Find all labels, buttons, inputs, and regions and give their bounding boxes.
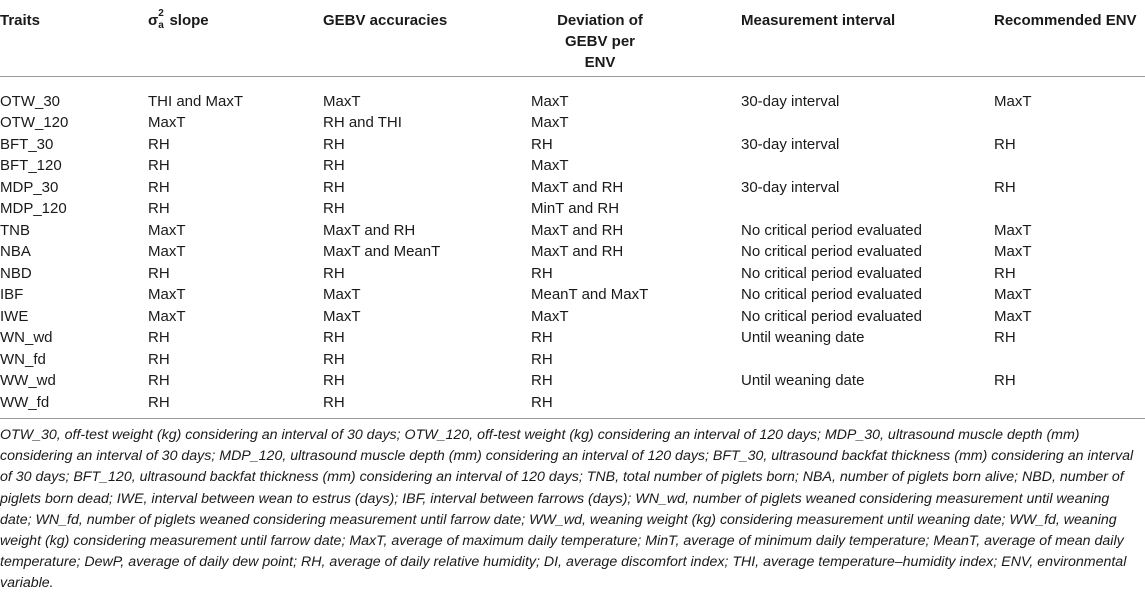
header-deviation <box>531 0 729 76</box>
table-row <box>0 177 1145 199</box>
cell-interval <box>729 155 994 177</box>
cell-trait: BFT_120 <box>0 157 62 174</box>
cell-interval: Until weaning date <box>741 372 865 389</box>
cell-deviation: MaxT <box>531 114 569 131</box>
cell-trait: OTW_30 <box>0 92 61 110</box>
cell-trait: WW_wd <box>0 372 56 389</box>
table-footnote: OTW_30, off-test weight (kg) considering an interval of 30 days; OTW_120, off-test weight (kg) considering an interval of 120 days; MDP_30, ultrasound muscle depth (mm) considering an interval of 30 days; MDP_120, ultrasound muscle depth (mm) considering an interval of 120 days; BFT_30, ultrasound backfat thickness (mm) considering an interval of 30 days; BFT_120, ultrasound backfat thickness (mm) considering an interval of 120 days; TNB, total number of piglets born; NBA, number of piglets born alive; NBD, number of piglets born dead; IWE, interval between wean to estrus (days); IBF, interval between farrows (days); WN_wd, number of piglets weaned considering measurement until weaning date; WN_fd, number of piglets weaned considering measurement until farrow date; WW_wd, weaning weight (kg) considering measurement until weaning date; WW_fd, weaning weight (kg) considering measurement until farrow date; MaxT, average of maximum daily temperature; MinT, average of minimum daily temperature; MeanT, average of mean daily temperature; DewP, average of daily dew point; RH, average of daily relative humidity; DI, average discomfort index; THI, average temperature–humidity index; ENV, environmental variable. <box>0 427 1134 592</box>
header-recommended-label: Recommended ENV <box>994 12 1137 29</box>
cell-recommended: RH <box>994 178 1016 196</box>
cell-interval <box>729 112 994 134</box>
cell-trait: BFT_30 <box>0 135 54 153</box>
cell-recommended: MaxT <box>994 307 1032 325</box>
cell-deviation: RH <box>531 135 553 153</box>
cell-trait: WN_wd <box>0 329 53 346</box>
cell-recommended: MaxT <box>994 286 1032 303</box>
cell-recommended: RH <box>994 135 1016 153</box>
cell-gebv: MaxT <box>323 286 361 303</box>
cell-deviation: MinT and RH <box>531 200 620 217</box>
cell-interval: 30-day interval <box>741 92 840 110</box>
header-traits <box>0 0 148 76</box>
table-row <box>0 284 1145 306</box>
cell-trait: MDP_120 <box>0 200 67 217</box>
cell-trait: MDP_30 <box>0 178 59 196</box>
cell-gebv: RH <box>323 393 345 411</box>
sigma-subscript: a <box>158 20 164 32</box>
cell-slope: THI and MaxT <box>148 92 244 110</box>
cell-interval <box>729 392 994 419</box>
table-header <box>0 0 1145 76</box>
cell-gebv: RH <box>323 157 345 174</box>
cell-slope: MaxT <box>148 286 186 303</box>
table-row <box>0 349 1145 371</box>
header-traits-label: Traits <box>0 12 41 29</box>
cell-slope: RH <box>148 135 170 153</box>
cell-recommended: RH <box>994 329 1016 346</box>
table-row <box>0 155 1145 177</box>
cell-trait: WW_fd <box>0 393 50 411</box>
cell-deviation: RH <box>531 350 553 368</box>
table-row <box>0 76 1145 112</box>
header-variance-slope <box>148 0 323 76</box>
table-row <box>0 241 1145 263</box>
cell-slope: RH <box>148 350 170 368</box>
table-bottom-rule <box>0 418 1145 419</box>
cell-interval: Until weaning date <box>741 329 865 346</box>
table-row <box>0 327 1145 349</box>
cell-trait: NBA <box>0 243 31 260</box>
cell-gebv: MaxT <box>323 307 361 325</box>
cell-recommended: RH <box>994 372 1016 389</box>
cell-interval: No critical period evaluated <box>741 243 922 260</box>
cell-gebv: RH <box>323 329 345 346</box>
cell-slope: RH <box>148 372 170 389</box>
cell-trait: TNB <box>0 221 30 239</box>
cell-interval: 30-day interval <box>741 135 840 153</box>
cell-deviation: MaxT <box>531 307 569 325</box>
table-row <box>0 134 1145 156</box>
cell-deviation: RH <box>531 393 553 411</box>
cell-slope: MaxT <box>148 307 186 325</box>
cell-deviation: MaxT <box>531 92 569 110</box>
cell-gebv: MaxT <box>323 92 361 110</box>
cell-interval: No critical period evaluated <box>741 264 922 282</box>
cell-slope: RH <box>148 264 170 282</box>
cell-deviation: RH <box>531 372 553 389</box>
table-row <box>0 263 1145 285</box>
table-row <box>0 220 1145 242</box>
header-measurement-interval <box>729 0 994 76</box>
cell-deviation: MaxT and RH <box>531 178 624 196</box>
table-body <box>0 76 1145 418</box>
cell-recommended <box>994 155 1145 177</box>
cell-recommended <box>994 112 1145 134</box>
cell-trait: OTW_120 <box>0 114 69 131</box>
header-row <box>0 0 1145 76</box>
cell-gebv: MaxT and MeanT <box>323 243 441 260</box>
cell-interval: No critical period evaluated <box>741 286 922 303</box>
header-gebv-label: GEBV accuracies <box>323 12 448 29</box>
cell-interval <box>729 198 994 220</box>
cell-slope: RH <box>148 157 170 174</box>
cell-slope: MaxT <box>148 221 186 239</box>
cell-deviation: MaxT and RH <box>531 221 624 239</box>
cell-recommended <box>994 349 1145 371</box>
cell-recommended: MaxT <box>994 221 1032 239</box>
cell-gebv: RH <box>323 135 345 153</box>
cell-slope: RH <box>148 200 170 217</box>
header-deviation-line1: Deviation of <box>557 12 643 29</box>
cell-trait: IWE <box>0 307 29 325</box>
cell-deviation: RH <box>531 264 553 282</box>
cell-deviation: MaxT and RH <box>531 243 624 260</box>
cell-slope: RH <box>148 393 170 411</box>
cell-interval: No critical period evaluated <box>741 221 922 239</box>
cell-recommended <box>994 198 1145 220</box>
header-deviation-line2: GEBV per <box>564 33 636 50</box>
cell-slope: MaxT <box>148 114 186 131</box>
cell-slope: RH <box>148 329 170 346</box>
cell-gebv: RH <box>323 200 345 217</box>
cell-gebv: RH <box>323 350 345 368</box>
cell-gebv: RH <box>323 178 345 196</box>
header-deviation-line3: ENV <box>584 54 616 71</box>
cell-recommended: MaxT <box>994 243 1032 260</box>
header-interval-label: Measurement interval <box>741 12 896 29</box>
sigma-a-squared-symbol <box>148 8 165 32</box>
cell-interval: 30-day interval <box>741 178 840 196</box>
table-row <box>0 112 1145 134</box>
cell-recommended: RH <box>994 264 1016 282</box>
cell-trait: WN_fd <box>0 350 46 368</box>
cell-trait: IBF <box>0 286 24 303</box>
sigma-superscript: 2 <box>158 8 164 20</box>
cell-interval: No critical period evaluated <box>741 307 922 325</box>
cell-gebv: RH and THI <box>323 114 402 131</box>
table-row <box>0 306 1145 328</box>
header-recommended-env <box>994 0 1145 76</box>
cell-interval <box>729 349 994 371</box>
header-slope-label: slope <box>169 12 209 29</box>
cell-gebv: MaxT and RH <box>323 221 416 239</box>
cell-deviation: MaxT <box>531 157 569 174</box>
cell-slope: RH <box>148 178 170 196</box>
sigma-glyph: σ <box>148 12 159 29</box>
cell-recommended <box>994 392 1145 419</box>
cell-trait: NBD <box>0 264 32 282</box>
table-row <box>0 198 1145 220</box>
table-row <box>0 370 1145 392</box>
table-row <box>0 392 1145 419</box>
cell-recommended: MaxT <box>994 92 1032 110</box>
header-gebv-accuracies <box>323 0 531 76</box>
cell-gebv: RH <box>323 372 345 389</box>
cell-slope: MaxT <box>148 243 186 260</box>
cell-deviation: MeanT and MaxT <box>531 286 649 303</box>
cell-gebv: RH <box>323 264 345 282</box>
cell-deviation: RH <box>531 329 553 346</box>
